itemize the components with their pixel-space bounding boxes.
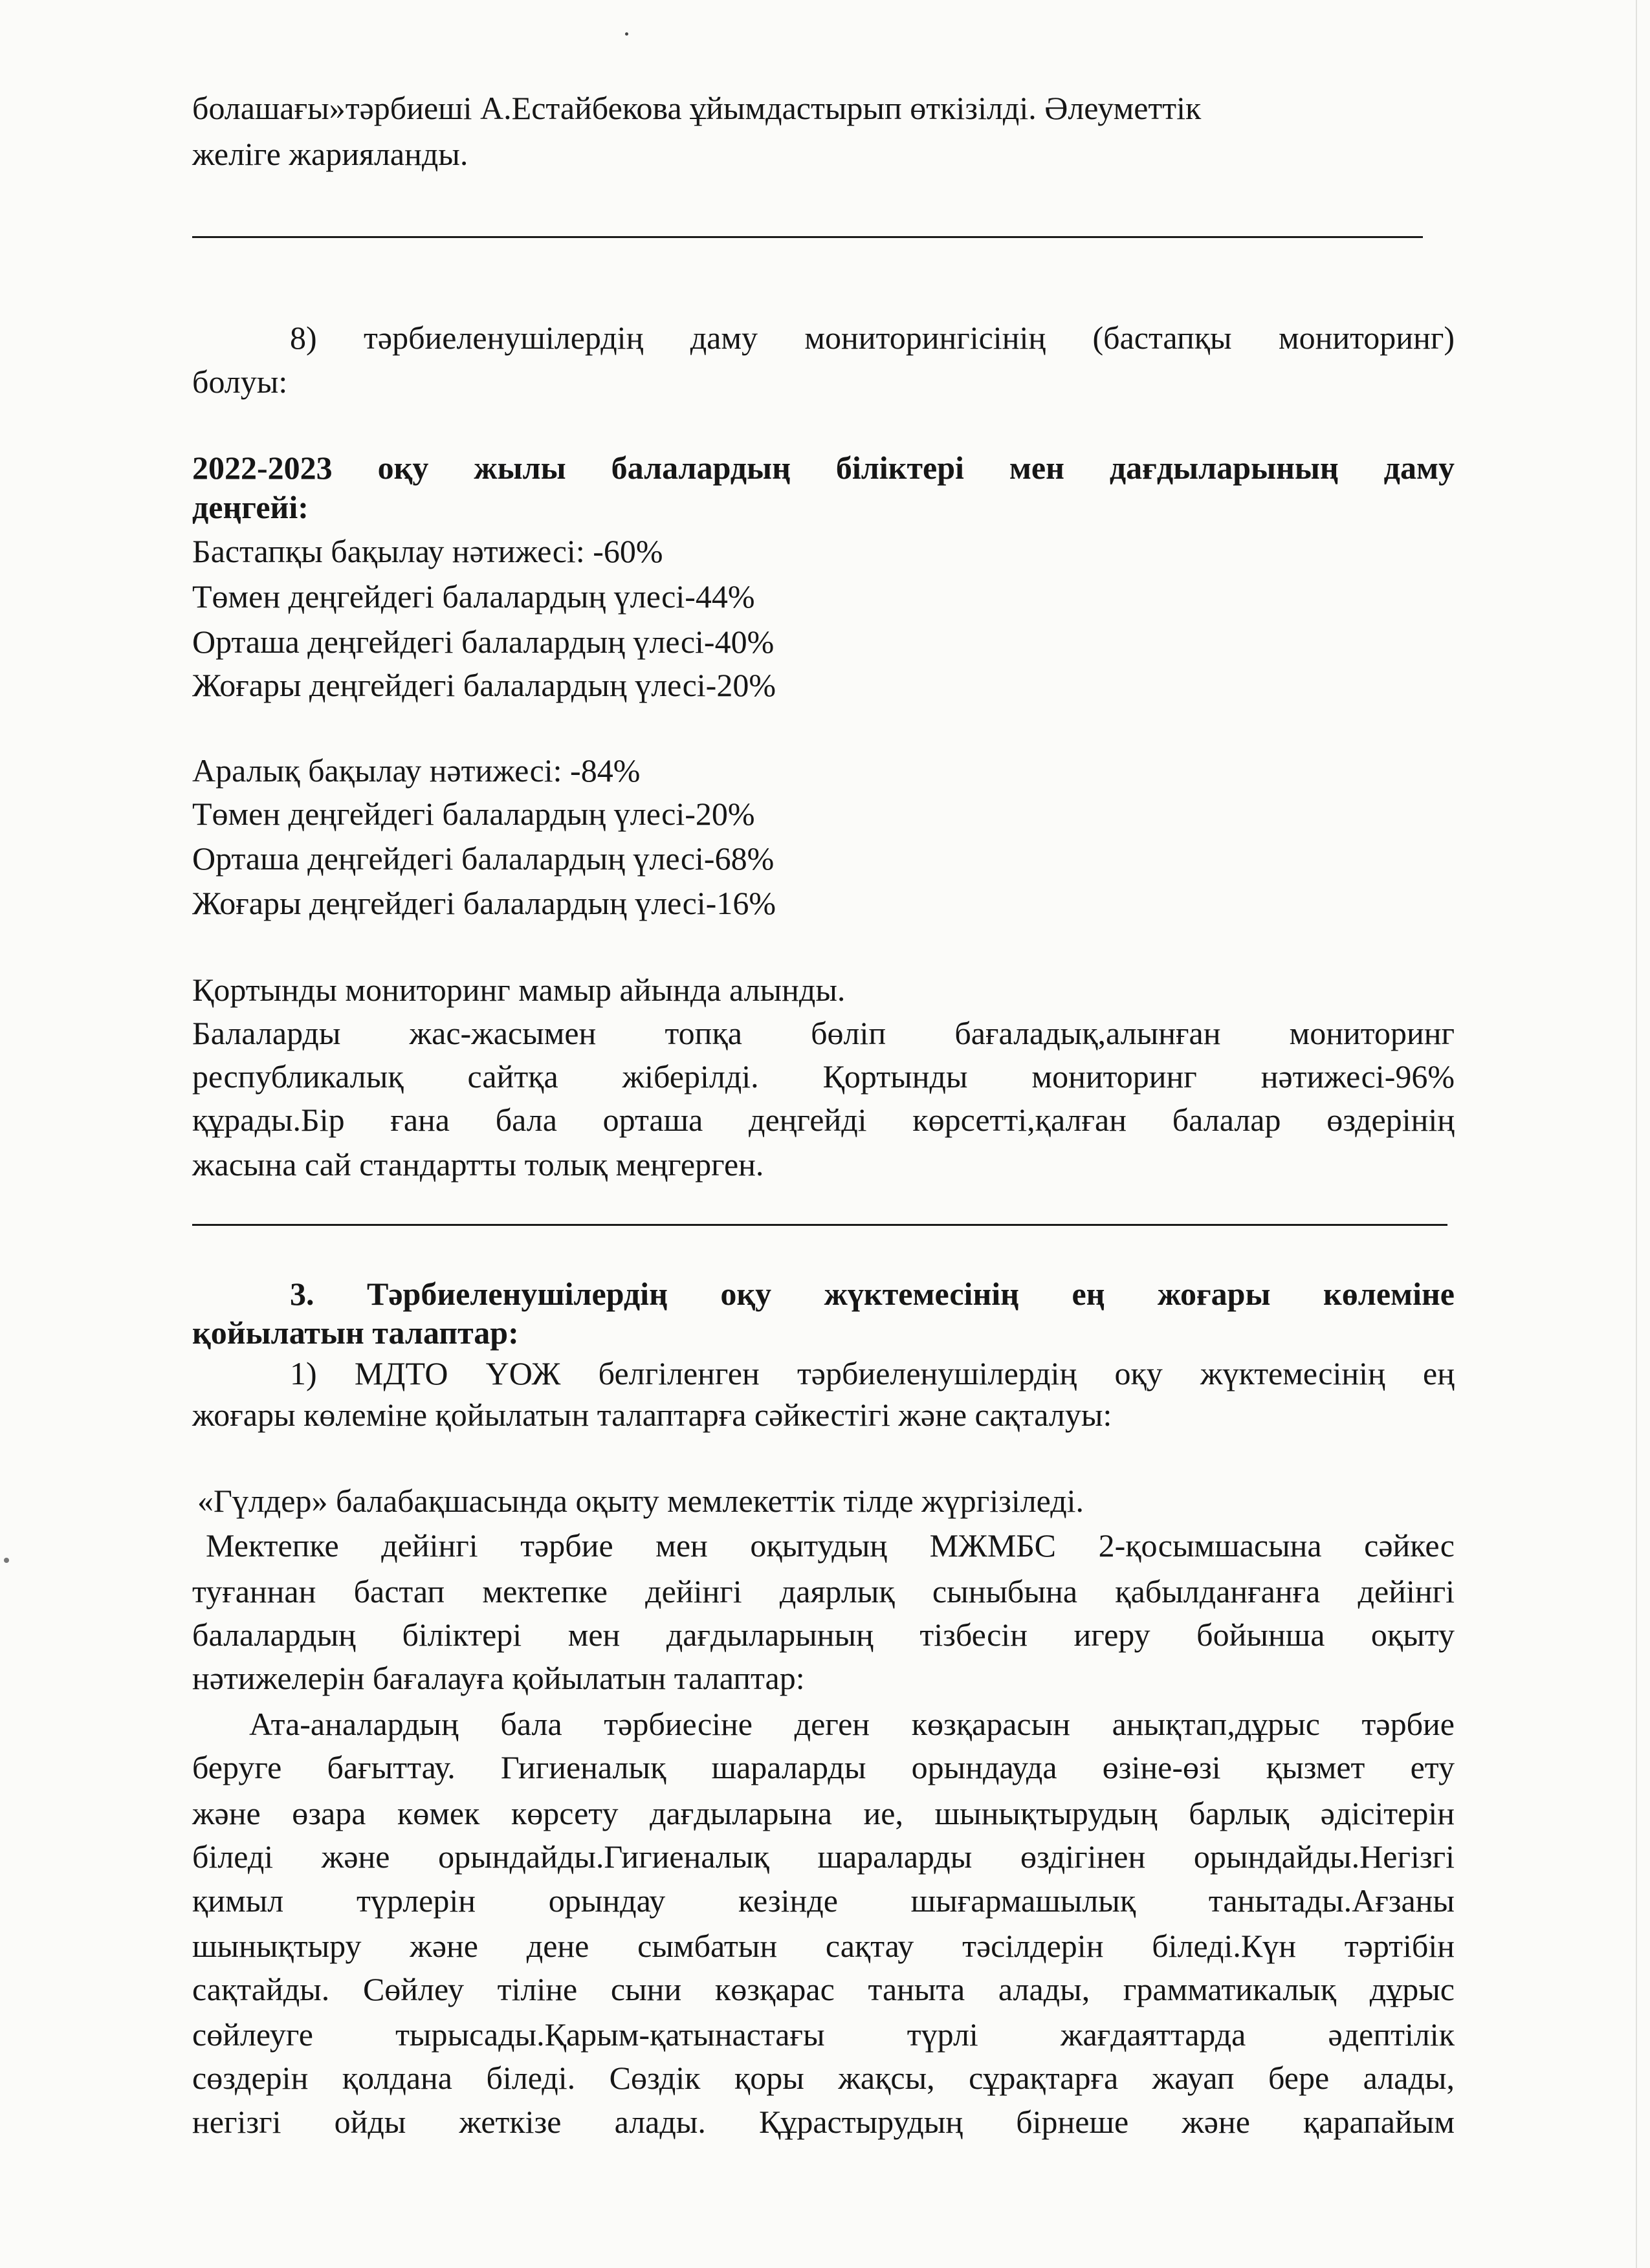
initial-high-share: Жоғары деңгейдегі балалардың үлесі-20% (192, 667, 776, 703)
section-8-line: 8) тәрбиеленушілердің даму мониторингісінің (бастапқы мониторинг) (290, 320, 1455, 356)
initial-low-share: Төмен деңгейдегі балалардың үлесі-44% (192, 578, 755, 615)
initial-result: Бастапқы бақылау нәтижесі: -60% (192, 533, 663, 569)
horizontal-rule (192, 1224, 1447, 1226)
parents-line: және өзара көмек көрсету дағдыларына ие, шынықтырудың барлық әдісітерін (192, 1795, 1455, 1831)
parents-line: шынықтыру және дене сымбатын сақтау тәсілдерін біледі.Күн тәртібін (192, 1928, 1455, 1964)
parents-line: сөздерін қолдана біледі. Сөздік қоры жақсы, сұрақтарға жауап бере алады, (192, 2060, 1455, 2096)
kindergarten-line: Мектепке дейінгі тәрбие мен оқытудың МЖМБС 2-қосымшасына сәйкес (206, 1527, 1455, 1564)
horizontal-rule (192, 236, 1423, 238)
parents-line: Ата-аналардың бала тәрбиесіне деген көзқарасын анықтап,дұрыс тәрбие (249, 1706, 1455, 1742)
interim-high-share: Жоғары деңгейдегі балалардың үлесі-16% (192, 885, 776, 921)
initial-mid-share: Орташа деңгейдегі балалардың үлесі-40% (192, 624, 775, 660)
final-monitoring-line: Қортынды мониторинг мамыр айында алынды. (192, 972, 846, 1008)
kindergarten-line: «Гүлдер» балабақшасында оқыту мемлекеттік тілде жүргізіледі. (197, 1483, 1084, 1519)
section-3-subitem: 1) МДТО ҮОЖ белгіленген тәрбиеленушілердің оқу жүктемесінің ең (290, 1355, 1455, 1391)
scan-speck (4, 1558, 9, 1563)
kindergarten-line: туғаннан бастап мектепке дейінгі даярлық сыныбына қабылданғанға дейінгі (192, 1573, 1455, 1609)
section-8-line: болуы: (192, 364, 288, 400)
interim-result: Аралық бақылау нәтижесі: -84% (192, 752, 641, 789)
interim-low-share: Төмен деңгейдегі балалардың үлесі-20% (192, 796, 755, 832)
final-monitoring-line: республикалық сайтқа жіберілді. Қортынды мониторинг нәтижесі-96% (192, 1058, 1455, 1095)
scan-speck (625, 32, 628, 36)
kindergarten-line: нәтижелерін бағалауға қойылатын талаптар: (192, 1660, 805, 1696)
scan-edge (1636, 0, 1637, 2268)
parents-line: қимыл түрлерін орындау кезінде шығармашылық танытады.Ағзаны (192, 1882, 1455, 1919)
parents-line: негізгі ойды жеткізе алады. Құрастырудың бірнеше және қарапайым (192, 2104, 1455, 2140)
parents-line: сақтайды. Сөйлеу тіліне сыни көзқарас таныта алады, грамматикалық дұрыс (192, 1971, 1455, 2007)
parents-line: беруге бағыттау. Гигиеналық шараларды орындауда өзіне-өзі қызмет ету (192, 1749, 1455, 1785)
kindergarten-line: балалардың біліктері мен дағдыларының тізбесін игеру бойынша оқыту (192, 1617, 1455, 1653)
final-monitoring-line: жасына сай стандартты толық меңгерген. (192, 1146, 764, 1183)
parents-line: сөйлеуге тырысады.Қарым-қатынастағы түрлі жағдаяттарда әдептілік (192, 2016, 1455, 2053)
section-3-subitem: жоғары көлеміне қойылатын талаптарға сәйкестігі және сақталуы: (192, 1397, 1112, 1433)
section-3-title: 3. Тәрбиеленушілердің оқу жүктемесінің ең жоғары көлеміне (290, 1276, 1455, 1312)
final-monitoring-line: құрады.Бір ғана бала орташа деңгейді көрсетті,қалған балалар өздерінің (192, 1102, 1455, 1138)
final-monitoring-line: Балаларды жас-жасымен топқа бөліп бағаладық,алынған мониторинг (192, 1015, 1455, 1051)
monitoring-title: деңгейі: (192, 489, 309, 525)
parents-line: біледі және орындайды.Гигиеналық шараларды өздігінен орындайды.Негізгі (192, 1838, 1455, 1875)
interim-mid-share: Орташа деңгейдегі балалардың үлесі-68% (192, 840, 775, 877)
monitoring-title: 2022-2023 оқу жылы балалардың біліктері мен дағдыларының даму (192, 450, 1455, 486)
continuation-line: болашағы»тәрбиеші А.Естайбекова ұйымдастырып өткізілді. Әлеуметтік (192, 90, 1202, 126)
continuation-line: желіге жарияланды. (192, 136, 468, 172)
section-3-title: қойылатын талаптар: (192, 1314, 519, 1351)
